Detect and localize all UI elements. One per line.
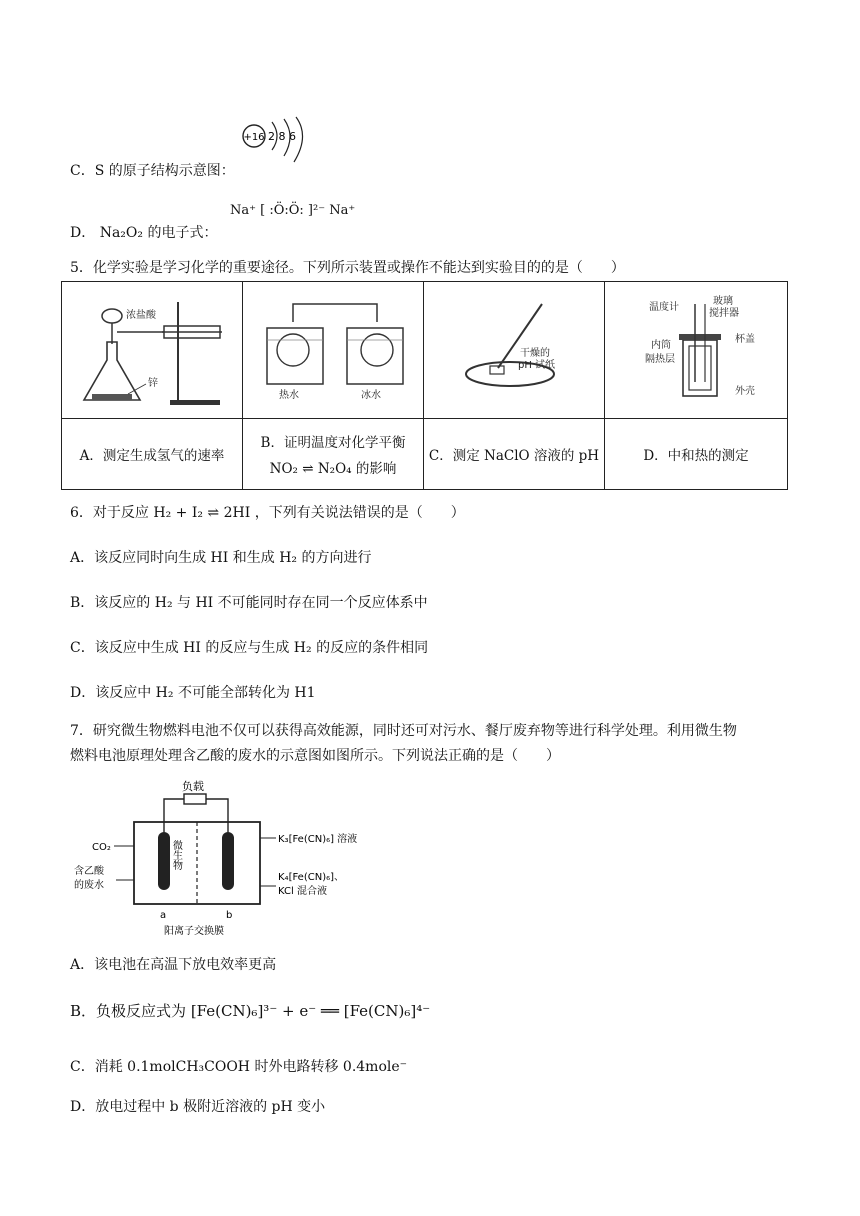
- q6-stem: 6．对于反应 H₂ + I₂ ⇌ 2HI ，下列有关说法错误的是（ ）: [70, 505, 465, 521]
- q5-option-a: A．测定生成氢气的速率: [62, 419, 243, 490]
- q6-option-c: C．该反应中生成 HI 的反应与生成 H₂ 的反应的条件相同: [70, 640, 429, 656]
- q7-option-c: C．消耗 0.1molCH₃COOH 时外电路转移 0.4mole⁻: [70, 1059, 408, 1075]
- q5-option-d: D．中和热的测定: [605, 419, 788, 490]
- q7-stem-line2: 燃料电池原理处理含乙酸的废水的示意图如图所示。下列说法正确的是（ ）: [70, 748, 560, 764]
- label-inner: 内筒: [651, 340, 671, 351]
- label-k4: K₄[Fe(CN)₆]、: [278, 872, 345, 883]
- label-thermometer: 温度计: [649, 302, 679, 313]
- label-dry: 干燥的: [520, 348, 550, 359]
- q6-option-a: A．该反应同时向生成 HI 和生成 H₂ 的方向进行: [70, 550, 372, 566]
- q7-option-a: A．该电池在高温下放电效率更高: [70, 957, 277, 973]
- atom-nucleus: +16: [243, 132, 265, 143]
- q5-option-b: B．证明温度对化学平衡 NO₂ ⇌ N₂O₄ 的影响: [243, 419, 424, 490]
- apparatus-d: [605, 282, 787, 414]
- q6-option-b: B．该反应的 H₂ 与 HI 不可能同时存在同一个反应体系中: [70, 595, 428, 611]
- label-k3: K₃[Fe(CN)₆] 溶液: [278, 834, 358, 845]
- label-waste-2: 的废水: [74, 880, 104, 891]
- label-load: 负载: [182, 780, 204, 793]
- q5-option-c: C．测定 NaClO 溶液的 pH: [424, 419, 605, 490]
- q7-stem-line1: 7．研究微生物燃料电池不仅可以获得高效能源，同时还可对污水、餐厅废弃物等进行科学处理。利用微生物: [70, 723, 737, 739]
- label-ice-water: 冰水: [361, 390, 381, 401]
- label-electrode-a: a: [160, 910, 167, 921]
- q5-stem: 5．化学实验是学习化学的重要途径。下列所示装置或操作不能达到实验目的的是（ ）: [70, 260, 625, 276]
- q5-options-table: [61, 281, 788, 490]
- fuel-cell-diagram: [70, 776, 410, 936]
- label-lid: 杯盖: [735, 334, 755, 345]
- atom-shells: 2 8 6: [268, 130, 296, 143]
- q6-option-d: D．该反应中 H₂ 不可能全部转化为 H1: [70, 685, 316, 701]
- label-insulation: 隔热层: [645, 354, 675, 365]
- label-waste-1: 含乙酸: [74, 866, 104, 877]
- q7-option-b: B．负极反应式为 [Fe(CN)₆]³⁻ + e⁻ ══ [Fe(CN)₆]⁴⁻: [70, 1002, 431, 1020]
- q4-option-c: C．S 的原子结构示意图：: [70, 163, 235, 179]
- apparatus-b: [243, 282, 423, 414]
- na2o2-formula: Na₂O₂: [99, 225, 143, 241]
- label-ph-paper: pH 试纸: [518, 360, 556, 371]
- q7-option-d: D．放电过程中 b 极附近溶液的 pH 变小: [70, 1099, 326, 1115]
- q4-option-d: D． Na₂O₂ 的电子式：: [70, 225, 218, 241]
- label-hot-water: 热水: [279, 390, 299, 401]
- label-kcl: KCl 混合液: [278, 886, 327, 897]
- label-stirrer: 搅拌器: [709, 308, 739, 319]
- apparatus-c: [424, 282, 604, 414]
- na2o2-electron-formula: Na⁺ [ :Ö:Ö: ]²⁻ Na⁺: [230, 203, 356, 218]
- label-shell: 外壳: [735, 386, 755, 397]
- q6-equation: H₂ + I₂ ⇌ 2HI: [153, 505, 251, 521]
- q7-equation: [Fe(CN)₆]³⁻ + e⁻ ══ [Fe(CN)₆]⁴⁻: [190, 1002, 431, 1020]
- apparatus-a: [62, 282, 242, 414]
- label-electrode-b: b: [226, 910, 233, 921]
- label-zinc: 锌: [148, 378, 158, 389]
- label-conc-hcl: 浓盐酸: [126, 310, 156, 321]
- label-microbe: 微生物: [170, 840, 182, 870]
- label-co2: CO₂: [92, 842, 111, 853]
- sulfur-atom-diagram: [238, 116, 318, 166]
- label-glass: 玻璃: [713, 296, 733, 307]
- label-membrane: 阳离子交换膜: [164, 926, 224, 936]
